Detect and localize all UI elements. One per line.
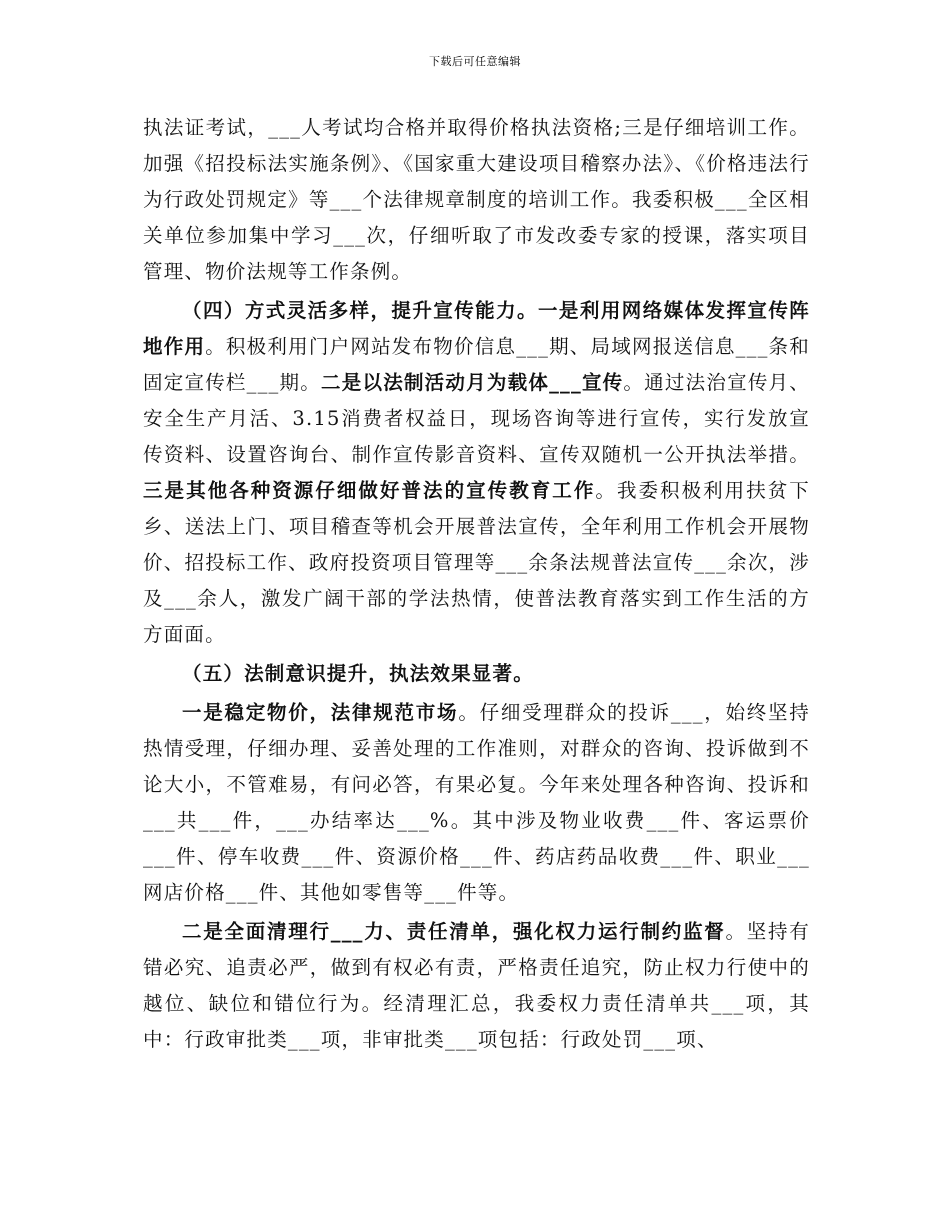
paragraph	[143, 914, 810, 1058]
paragraph-section-five-heading	[143, 656, 810, 692]
page-header: 下载后可任意编辑	[429, 55, 521, 68]
text-run: 。通过法治宣传月、安全生产月活、3.15消费者权益日，现场咨询等进行宣传，实行发放宣传资料、设置咨询台、制作宣传影音资料、宣传双随机一公开执法举措。	[143, 371, 810, 466]
bold-heading: 二是以法制活动月为载体___宣传	[321, 371, 624, 394]
bold-heading: 一是稳定物价，法律规范市场	[182, 701, 459, 724]
text-run: 。我委积极利用扶贫下乡、送法上门、项目稽查等机会开展普法宣传，全年利用工作机会开展物价、招投标工作、政府投资项目管理等___余条法规普法宣传___余次，涉及___余人，激发广阔干部的学法热情，使普法教育落实到工作生活的方方面面。	[143, 479, 810, 646]
text-run: 执法证考试，___人考试均合格并取得价格执法资格;三是仔细培训工作。加强《招投标法实施条例》、《国家重大建设项目稽察办法》、《价格违法行为行政处罚规定》等___个法律规章制度的培训工作。我委积极___全区相关单位参加集中学习___次，仔细听取了市发改委专家的授课，落实项目管理、物价法规等工作条例。	[143, 116, 810, 283]
paragraph	[143, 110, 810, 290]
paragraph-section-four	[143, 293, 810, 653]
section-heading: （五）法制意识提升，执法效果显著。	[182, 662, 534, 685]
text-run: 。积极利用门户网站发布物价信息___期、局域网报送信息___条和固定宣传栏___期。	[143, 335, 810, 394]
document-body	[143, 110, 810, 1061]
bold-heading: 二是全面清理行___力、责任清单，强化权力运行制约监督	[182, 920, 726, 943]
bold-heading: （四）方式灵活多样，提升宣传能力。一是利用网络媒体发挥宣传阵地作用	[143, 299, 810, 358]
paragraph	[143, 695, 810, 911]
bold-heading: 三是其他各种资源仔细做好普法的宣传教育工作	[143, 479, 596, 502]
text-run: 。坚持有错必究、追责必严，做到有权必有责，严格责任追究，防止权力行使中的越位、缺位和错位行为。经清理汇总，我委权力责任清单共___项，其中：行政审批类___项，非审批类___项包括：行政处罚___项、	[143, 920, 810, 1051]
text-run: 。仔细受理群众的投诉___，始终坚持热情受理，仔细办理、妥善处理的工作准则，对群众的咨询、投诉做到不论大小，不管难易，有问必答，有果必复。今年来处理各种咨询、投诉和___共___件，___办结率达___%。其中涉及物业收费___件、客运票价___件、停车收费___件、资源价格___件、药店药品收费___件、职业___网店价格___件、其他如零售等___件等。	[143, 701, 810, 904]
